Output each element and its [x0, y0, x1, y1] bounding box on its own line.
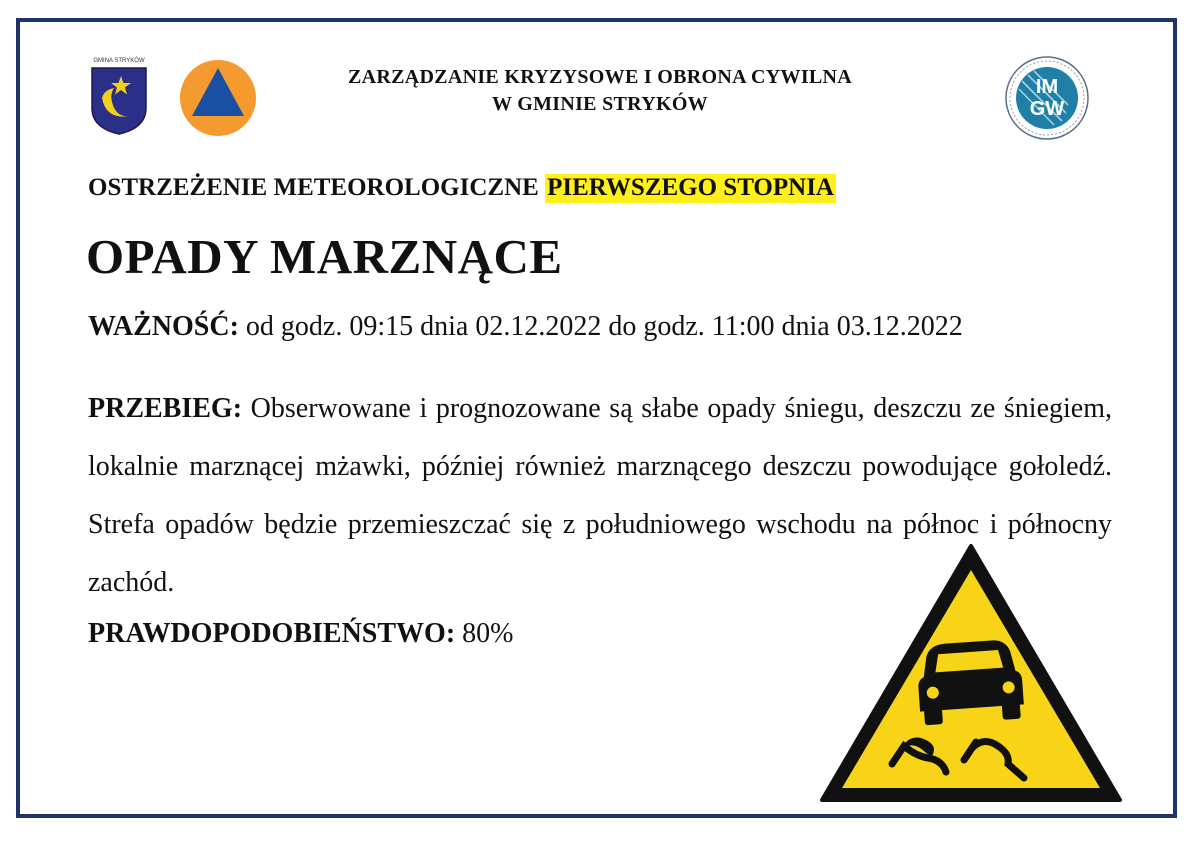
warning-prefix: OSTRZEŻENIE METEOROLOGICZNE [88, 174, 539, 201]
warning-level-highlight: PIERWSZEGO STOPNIA [547, 174, 834, 201]
imgw-logo-icon [1004, 55, 1090, 141]
imgw-logo-text-2: GW [1029, 98, 1065, 120]
validity-label: WAŻNOŚĆ: [88, 311, 239, 342]
description-text: Obserwowane i prognozowane są słabe opady śniegu, deszczu ze śniegiem, lokalnie marznącej mżawki, później również marznącego deszczu powodujące gołoledź. Strefa opadów będzie przemieszczać się z południowego wschodu na północ i północny zachód. [88, 393, 1112, 598]
header-line-1: ZARZĄDZANIE KRYZYSOWE I OBRONA CYWILNA [347, 66, 853, 88]
probability-value: 80% [462, 618, 514, 649]
hazard-title: OPADY MARZNĄCE [86, 229, 563, 284]
civil-defence-triangle-icon [178, 58, 258, 138]
description-label: PRZEBIEG: [88, 393, 243, 424]
slippery-road-warning-sign-icon [818, 542, 1124, 804]
coat-of-arms-label: GMINA STRYKÓW [93, 58, 145, 64]
validity-line [88, 311, 963, 343]
header [260, 64, 940, 118]
header-line-2: W GMINIE STRYKÓW [492, 93, 708, 115]
warning-level-heading [88, 174, 836, 202]
probability-line [88, 618, 513, 650]
gmina-strykow-coat-of-arms-icon [88, 58, 150, 136]
probability-label: PRAWDOPODOBIEŃSTWO: [88, 618, 456, 649]
imgw-logo-text-1: IM [1035, 76, 1059, 98]
validity-text: od godz. 09:15 dnia 02.12.2022 do godz. 11:00 dnia 03.12.2022 [245, 311, 963, 342]
